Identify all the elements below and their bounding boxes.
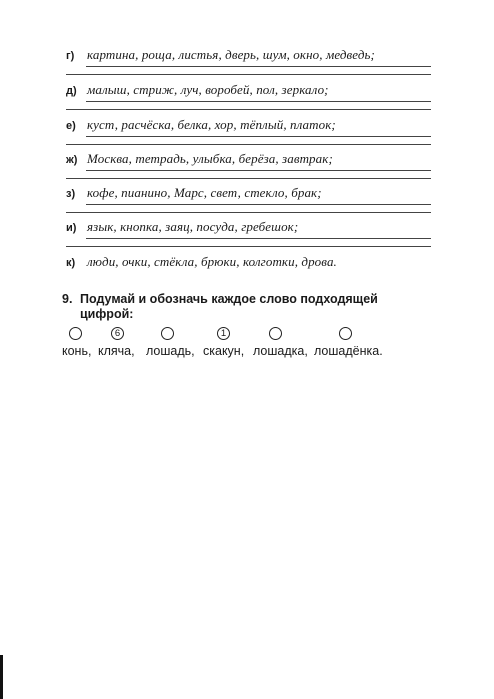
writing-line bbox=[86, 66, 431, 67]
exercise-row-d bbox=[66, 79, 436, 107]
writing-line bbox=[66, 109, 431, 110]
answer-word: лошадка, bbox=[253, 344, 308, 358]
answer-circle[interactable] bbox=[69, 327, 82, 340]
exercise-row-z bbox=[66, 182, 436, 210]
task-number: 9. bbox=[62, 292, 73, 306]
writing-line bbox=[86, 170, 431, 171]
answer-options bbox=[62, 327, 442, 367]
answer-circle[interactable]: 1 bbox=[217, 327, 230, 340]
row-letter: и) bbox=[66, 222, 77, 234]
task-title-line-1: Подумай и обозначь каждое слово подходящей bbox=[80, 292, 378, 306]
exercise-row-k bbox=[66, 251, 436, 279]
writing-line bbox=[86, 238, 431, 239]
answer-circle[interactable]: 6 bbox=[111, 327, 124, 340]
answer-word: лошадёнка. bbox=[314, 344, 383, 358]
writing-line bbox=[66, 144, 431, 145]
row-words: картина, роща, листья, дверь, шум, окно, медведь; bbox=[87, 47, 375, 62]
writing-line bbox=[86, 136, 431, 137]
writing-line bbox=[86, 101, 431, 102]
row-words: куст, расчёска, белка, хор, тёплый, платок; bbox=[87, 117, 336, 132]
answer-circle[interactable] bbox=[339, 327, 352, 340]
task-9 bbox=[62, 292, 442, 358]
answer-circle[interactable] bbox=[269, 327, 282, 340]
writing-line bbox=[66, 74, 431, 75]
word-groups-exercise bbox=[0, 0, 494, 290]
row-letter: з) bbox=[66, 188, 76, 200]
answer-word: кляча, bbox=[98, 344, 135, 358]
writing-line bbox=[66, 246, 431, 247]
row-letter: к) bbox=[66, 257, 76, 269]
row-letter: ж) bbox=[66, 154, 78, 166]
exercise-row-i bbox=[66, 216, 436, 244]
writing-line bbox=[66, 212, 431, 213]
row-words: люди, очки, стёкла, брюки, колготки, дрова. bbox=[87, 254, 337, 269]
row-words: малыш, стриж, луч, воробей, пол, зеркало; bbox=[87, 82, 329, 97]
answer-word: лошадь, bbox=[146, 344, 195, 358]
task-title-line-2: цифрой: bbox=[80, 307, 134, 321]
row-words: кофе, пианино, Марс, свет, стекло, брак; bbox=[87, 185, 322, 200]
exercise-row-g bbox=[66, 44, 436, 72]
page-edge-mark bbox=[0, 655, 3, 699]
writing-line bbox=[86, 204, 431, 205]
exercise-row-zh bbox=[66, 148, 436, 176]
answer-circle[interactable] bbox=[161, 327, 174, 340]
row-words: Москва, тетрадь, улыбка, берёза, завтрак; bbox=[87, 151, 333, 166]
row-letter: г) bbox=[66, 50, 75, 62]
row-letter: е) bbox=[66, 120, 76, 132]
writing-line bbox=[66, 178, 431, 179]
answer-word: скакун, bbox=[203, 344, 245, 358]
row-letter: д) bbox=[66, 85, 77, 97]
answer-word: конь, bbox=[62, 344, 92, 358]
row-words: язык, кнопка, заяц, посуда, гребешок; bbox=[87, 219, 299, 234]
task-title bbox=[62, 292, 442, 322]
exercise-row-e bbox=[66, 114, 436, 142]
